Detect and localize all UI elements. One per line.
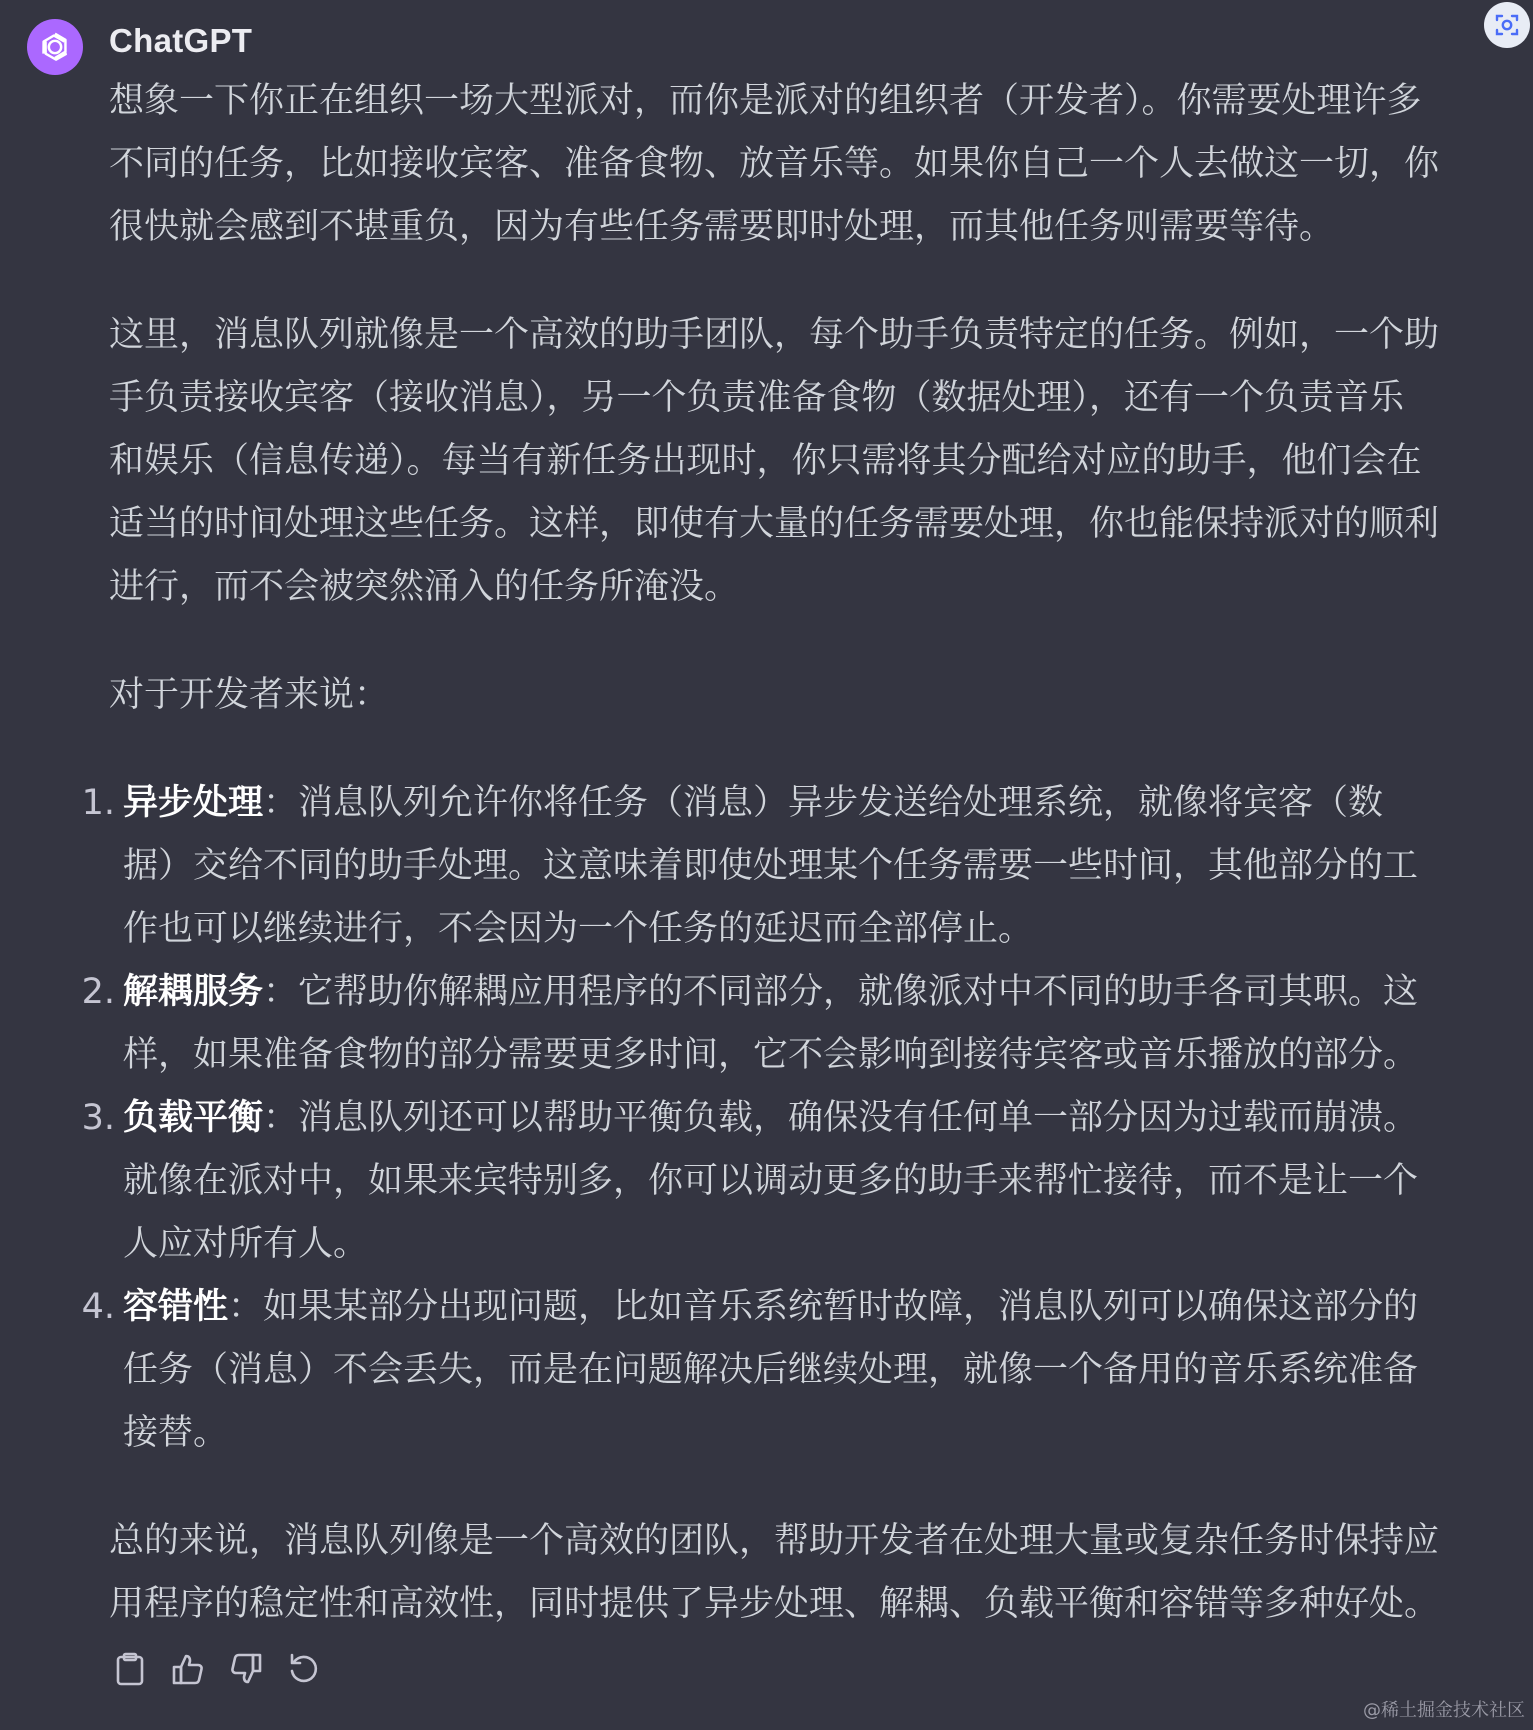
thumbs-down-icon bbox=[229, 1652, 263, 1686]
list-item: 2. 解耦服务：它帮助你解耦应用程序的不同部分，就像派对中不同的助手各司其职。这 样，如果准备食物的部分需要更多时间，它不会影响到接待宾客或音乐播放的部分。 bbox=[109, 961, 1484, 1087]
author-name: ChatGPT bbox=[109, 22, 253, 59]
list-number: 3. bbox=[81, 1098, 115, 1138]
thumbs-up-icon bbox=[171, 1652, 205, 1686]
clipboard-icon bbox=[115, 1652, 145, 1686]
list-term: 负载平衡 bbox=[123, 1098, 264, 1138]
list-term: 解耦服务 bbox=[123, 972, 264, 1012]
screen-capture-icon bbox=[1494, 12, 1520, 38]
list-item: 3. 负载平衡：消息队列还可以帮助平衡负载，确保没有任何单一部分因为过载而崩溃。 就像在派对中，如果来宾特别多，你可以调动更多的助手来帮忙接待，而不是让一个 人应对所有人。 bbox=[109, 1087, 1484, 1276]
paragraph-analogy: 这里，消息队列就像是一个高效的助手团队，每个助手负责特定的任务。例如，一个助 手负责接收宾客（接收消息），另一个负责准备食物（数据处理），还有一个负责音乐 和娱乐（信息传递）。每当有新任务出现时，你只需将其分配给对应的助手，他们会在 适当的时间处理这些任务。这样，即使有大量的任务需要处理，你也能保持派对的顺利 进行，而不会被突然涌入的任务所淹没。 bbox=[109, 315, 1440, 607]
thumbs-down-button[interactable] bbox=[228, 1651, 264, 1687]
list-item: 4. 容错性：如果某部分出现问题，比如音乐系统暂时故障，消息队列可以确保这部分的 任务（消息）不会丢失，而是在问题解决后继续处理，就像一个备用的音乐系统准备 接替。 bbox=[109, 1276, 1484, 1465]
list-term: 容错性 bbox=[123, 1287, 229, 1327]
copy-button[interactable] bbox=[112, 1651, 148, 1687]
list-item: 1. 异步处理：消息队列允许你将任务（消息）异步发送给处理系统，就像将宾客（数 据）交给不同的助手处理。这意味着即使处理某个任务需要一些时间，其他部分的工 作也可以继续进行，不会因为一个任务的延迟而全部停止。 bbox=[109, 772, 1484, 961]
assistant-message bbox=[81, 70, 1484, 1636]
regenerate-button[interactable] bbox=[286, 1651, 322, 1687]
thumbs-up-button[interactable] bbox=[170, 1651, 206, 1687]
list-number: 2. bbox=[81, 972, 115, 1012]
paragraph-summary: 总的来说，消息队列像是一个高效的团队，帮助开发者在处理大量或复杂任务时保持应 用程序的稳定性和高效性，同时提供了异步处理、解耦、负载平衡和容错等多种好处。 bbox=[109, 1521, 1440, 1624]
watermark: @稀土掘金技术社区 bbox=[1363, 1700, 1525, 1721]
list-number: 4. bbox=[81, 1287, 115, 1327]
list-term: 异步处理 bbox=[123, 783, 264, 823]
avatar bbox=[27, 19, 83, 75]
regenerate-icon bbox=[287, 1652, 321, 1686]
paragraph-intro: 想象一下你正在组织一场大型派对，而你是派对的组织者（开发者）。你需要处理许多 不同的任务，比如接收宾客、准备食物、放音乐等。如果你自己一个人去做这一切，你 很快就会感到不堪重负，因为有些任务需要即时处理，而其他任务则需要等待。 bbox=[109, 81, 1440, 247]
openai-logo-icon bbox=[36, 28, 74, 66]
screen-capture-button[interactable] bbox=[1484, 2, 1530, 48]
paragraph-developers-heading: 对于开发者来说： bbox=[109, 675, 390, 715]
message-actions bbox=[112, 1651, 322, 1687]
list-number: 1. bbox=[81, 783, 115, 823]
benefits-list bbox=[81, 772, 1484, 1465]
